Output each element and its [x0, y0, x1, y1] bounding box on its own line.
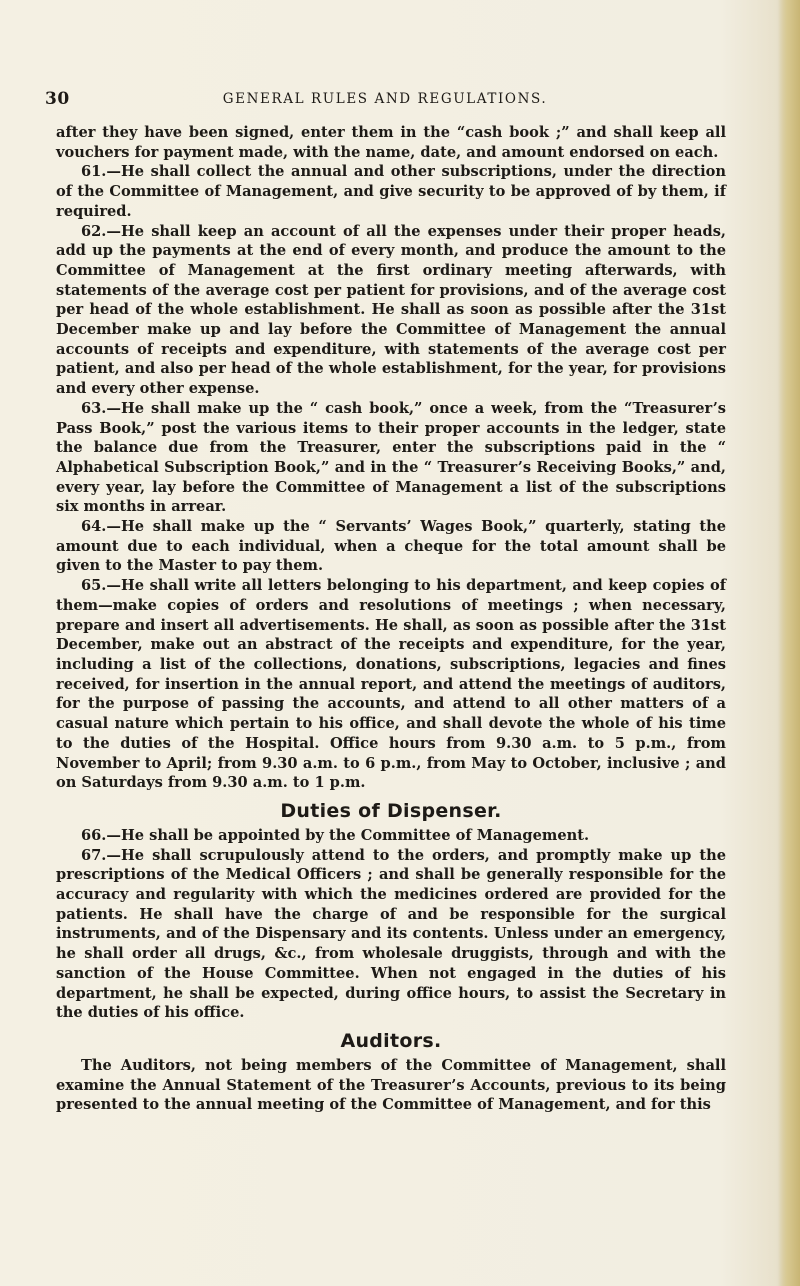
running-title: GENERAL RULES AND REGULATIONS.	[222, 91, 548, 107]
paragraph-65: 65.—He shall write all letters belonging to his department, and keep copies of them—make copies of orders and resolutions of meetings ; when necessary, prepare and insert all advertisements. He shall, as soon as possible after the 31st December, make out an abstract of the receipts and expenditure, for the year, including a list of the collections, donations, subscriptions, legacies and fines received, for insertion in the annual report, and attend the meetings of auditors, for the purpose of passing the accounts, and attend to all other matters of a casual nature which pertain to his office, and shall devote the whole of his time to the duties of the Hospital. Office hours from 9.30 a.m. to 5 p.m., from November to April; from 9.30 a.m. to 6 p.m., from May to October, inclusive ; and on Saturdays from 9.30 a.m. to 1 p.m.	[56, 577, 726, 792]
paragraph-64: 64.—He shall make up the “ Servants’ Wages Book,” quarterly, stating the amount due to each individual, when a cheque for the total amount shall be given to the Master to pay them.	[56, 518, 726, 575]
page-edge-shading	[778, 0, 800, 1286]
paragraph-67: 67.—He shall scrupulously attend to the orders, and promptly make up the prescriptions of the Medical Officers ; and shall be generally responsible for the accuracy and regularity with which the medicines ordered are provided for the patients. He shall have the charge of and be responsible for the surgical instruments, and of the Dispensary and its contents. Unless under an emergency, he shall order all drugs, &c., from wholesale druggists, through and with the sanction of the House Committee. When not engaged in the duties of his department, he shall be expected, during office hours, to assist the Secretary in the duties of his office.	[56, 846, 726, 1022]
paragraph-66: 66.—He shall be appointed by the Committee of Management.	[81, 826, 590, 844]
paragraph-continuation: after they have been signed, enter them in the “cash book ;” and shall keep all vouchers for payment made, with the name, date, and amount endorsed on each.	[56, 124, 726, 161]
paragraph-61: 61.—He shall collect the annual and other subscriptions, under the direction of the Committee of Management, and give security to be approved of by them, if required.	[56, 163, 726, 220]
page-number: 30	[45, 89, 70, 109]
page-header	[45, 89, 725, 111]
page-body	[56, 123, 726, 1115]
paragraph-63: 63.—He shall make up the “ cash book,” once a week, from the “Treasurer’s Pass Book,” post the various items to their proper accounts in the ledger, state the balance due from the Treasurer, enter the subscriptions paid in the “ Alphabetical Subscription Book,” and in the “ Treasurer’s Receiving Books,” and, every year, lay before the Committee of Management a list of the subscriptions six months in arrear.	[56, 399, 726, 516]
paragraph-auditors: The Auditors, not being members of the Committee of Management, shall examine the Annual Statement of the Treasurer’s Accounts, previous to its being presented to the annual meeting of the Committee of Management, and for this	[56, 1056, 726, 1114]
heading-duties-of-dispenser: Duties of Dispenser.	[280, 799, 502, 822]
paragraph-62: 62.—He shall keep an account of all the expenses under their proper heads, add up the payments at the end of every month, and produce the amount to the Committee of Management at the first ordinary meeting afterwards, with statements of the average cost per patient for provisions, and of the average cost per head of the whole establishment. He shall as soon as possible after the 31st December make up and lay before the Committee of Management the annual accounts of receipts and expenditure, with statements of the average cost per patient, and also per head of the whole establishment, for the year, for provisions and every other expense.	[56, 222, 726, 398]
heading-auditors: Auditors.	[340, 1029, 442, 1052]
